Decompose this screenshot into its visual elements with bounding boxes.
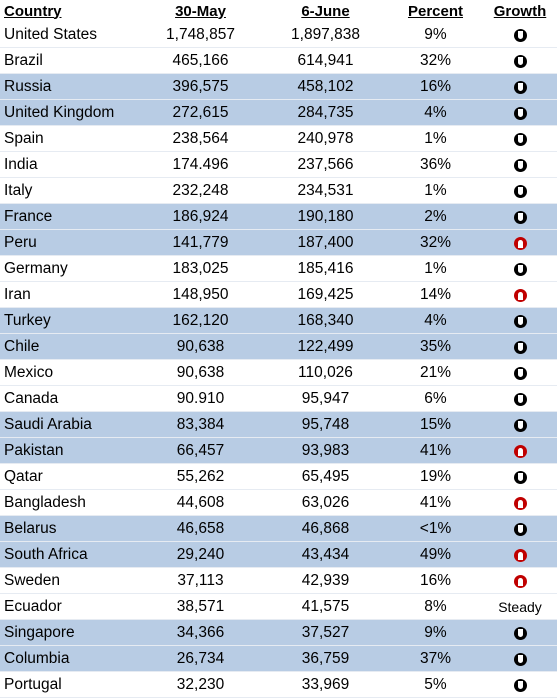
may-cases-cell: 232,248	[138, 178, 263, 204]
percent-cell: 32%	[388, 48, 483, 74]
country-cell: United Kingdom	[0, 100, 138, 126]
growth-cell	[483, 386, 557, 412]
june-cases-cell: 43,434	[263, 542, 388, 568]
growth-cell	[483, 542, 557, 568]
june-cases-cell: 36,759	[263, 646, 388, 672]
table-row	[0, 438, 557, 464]
table-row	[0, 646, 557, 672]
percent-cell: <1%	[388, 516, 483, 542]
growth-down-icon	[514, 653, 527, 666]
percent-cell: 41%	[388, 490, 483, 516]
percent-cell: 16%	[388, 74, 483, 100]
country-cell: Sweden	[0, 568, 138, 594]
percent-cell: 1%	[388, 256, 483, 282]
june-cases-cell: 614,941	[263, 48, 388, 74]
june-cases-cell: 190,180	[263, 204, 388, 230]
table-row	[0, 594, 557, 620]
growth-down-icon	[514, 185, 527, 198]
table-row	[0, 620, 557, 646]
country-cell: Peru	[0, 230, 138, 256]
growth-down-icon	[514, 367, 527, 380]
june-cases-cell: 284,735	[263, 100, 388, 126]
growth-down-icon	[514, 29, 527, 42]
growth-up-icon	[514, 575, 527, 588]
june-cases-cell: 122,499	[263, 334, 388, 360]
growth-cell	[483, 22, 557, 48]
growth-cell: Steady	[483, 594, 557, 620]
growth-up-icon	[514, 289, 527, 302]
may-cases-cell: 38,571	[138, 594, 263, 620]
growth-cell	[483, 126, 557, 152]
may-cases-cell: 46,658	[138, 516, 263, 542]
table-row	[0, 568, 557, 594]
june-cases-cell: 234,531	[263, 178, 388, 204]
percent-cell: 15%	[388, 412, 483, 438]
percent-cell: 2%	[388, 204, 483, 230]
may-cases-cell: 37,113	[138, 568, 263, 594]
percent-cell: 1%	[388, 126, 483, 152]
growth-down-icon	[514, 393, 527, 406]
table-row	[0, 334, 557, 360]
percent-cell: 37%	[388, 646, 483, 672]
growth-down-icon	[514, 55, 527, 68]
growth-cell	[483, 308, 557, 334]
country-cell: Portugal	[0, 672, 138, 698]
growth-cell	[483, 334, 557, 360]
country-cell: Mexico	[0, 360, 138, 386]
may-cases-cell: 465,166	[138, 48, 263, 74]
table-row	[0, 74, 557, 100]
may-cases-cell: 44,608	[138, 490, 263, 516]
table-row	[0, 386, 557, 412]
country-cell: Singapore	[0, 620, 138, 646]
june-cases-cell: 93,983	[263, 438, 388, 464]
may-cases-cell: 174.496	[138, 152, 263, 178]
percent-cell: 4%	[388, 100, 483, 126]
june-cases-cell: 110,026	[263, 360, 388, 386]
growth-cell	[483, 438, 557, 464]
june-cases-cell: 95,947	[263, 386, 388, 412]
country-cell: Saudi Arabia	[0, 412, 138, 438]
june-cases-cell: 240,978	[263, 126, 388, 152]
growth-down-icon	[514, 627, 527, 640]
growth-down-icon	[514, 159, 527, 172]
growth-cell	[483, 204, 557, 230]
may-cases-cell: 396,575	[138, 74, 263, 100]
table-row	[0, 308, 557, 334]
growth-cell	[483, 516, 557, 542]
growth-cell	[483, 48, 557, 74]
may-cases-cell: 55,262	[138, 464, 263, 490]
june-cases-cell: 169,425	[263, 282, 388, 308]
percent-cell: 21%	[388, 360, 483, 386]
may-cases-cell: 141,779	[138, 230, 263, 256]
may-cases-cell: 29,240	[138, 542, 263, 568]
table-row	[0, 516, 557, 542]
growth-up-icon	[514, 237, 527, 250]
header-row	[0, 0, 557, 22]
growth-down-icon	[514, 471, 527, 484]
country-cell: South Africa	[0, 542, 138, 568]
table-row	[0, 204, 557, 230]
growth-up-icon	[514, 497, 527, 510]
growth-up-icon	[514, 445, 527, 458]
may-cases-cell: 66,457	[138, 438, 263, 464]
table-row	[0, 412, 557, 438]
may-cases-cell: 26,734	[138, 646, 263, 672]
table-row	[0, 360, 557, 386]
table-row	[0, 178, 557, 204]
growth-cell	[483, 282, 557, 308]
may-cases-cell: 90,638	[138, 334, 263, 360]
table-row	[0, 152, 557, 178]
growth-down-icon	[514, 263, 527, 276]
june-cases-cell: 185,416	[263, 256, 388, 282]
country-cell: Pakistan	[0, 438, 138, 464]
country-cell: Columbia	[0, 646, 138, 672]
country-cell: Bangladesh	[0, 490, 138, 516]
may-cases-cell: 83,384	[138, 412, 263, 438]
country-cell: Chile	[0, 334, 138, 360]
table-row	[0, 282, 557, 308]
may-cases-cell: 148,950	[138, 282, 263, 308]
june-cases-cell: 1,897,838	[263, 22, 388, 48]
header-growth: Growth	[493, 2, 547, 20]
may-cases-cell: 272,615	[138, 100, 263, 126]
june-cases-cell: 237,566	[263, 152, 388, 178]
table-row	[0, 48, 557, 74]
percent-cell: 1%	[388, 178, 483, 204]
percent-cell: 8%	[388, 594, 483, 620]
growth-cell	[483, 360, 557, 386]
percent-cell: 6%	[388, 386, 483, 412]
table-body	[0, 22, 557, 698]
growth-cell	[483, 646, 557, 672]
header-june: 6-June	[301, 2, 350, 20]
percent-cell: 16%	[388, 568, 483, 594]
table-row	[0, 126, 557, 152]
june-cases-cell: 33,969	[263, 672, 388, 698]
table-row	[0, 542, 557, 568]
may-cases-cell: 1,748,857	[138, 22, 263, 48]
growth-up-icon	[514, 549, 527, 562]
may-cases-cell: 90,638	[138, 360, 263, 386]
percent-cell: 14%	[388, 282, 483, 308]
growth-down-icon	[514, 315, 527, 328]
growth-cell	[483, 100, 557, 126]
growth-cell	[483, 152, 557, 178]
growth-down-icon	[514, 419, 527, 432]
june-cases-cell: 41,575	[263, 594, 388, 620]
percent-cell: 36%	[388, 152, 483, 178]
table-row	[0, 230, 557, 256]
growth-cell	[483, 620, 557, 646]
percent-cell: 35%	[388, 334, 483, 360]
growth-cell	[483, 490, 557, 516]
country-cell: Turkey	[0, 308, 138, 334]
country-cell: United States	[0, 22, 138, 48]
country-cell: Qatar	[0, 464, 138, 490]
growth-cell	[483, 74, 557, 100]
june-cases-cell: 37,527	[263, 620, 388, 646]
table-row	[0, 256, 557, 282]
country-cell: Ecuador	[0, 594, 138, 620]
country-cell: France	[0, 204, 138, 230]
growth-cell	[483, 568, 557, 594]
may-cases-cell: 34,366	[138, 620, 263, 646]
country-cell: Iran	[0, 282, 138, 308]
header-may: 30-May	[175, 2, 226, 20]
june-cases-cell: 187,400	[263, 230, 388, 256]
growth-down-icon	[514, 679, 527, 692]
country-cell: Russia	[0, 74, 138, 100]
may-cases-cell: 186,924	[138, 204, 263, 230]
table-row	[0, 490, 557, 516]
june-cases-cell: 95,748	[263, 412, 388, 438]
country-cell: Spain	[0, 126, 138, 152]
country-cell: Italy	[0, 178, 138, 204]
table-row	[0, 22, 557, 48]
growth-cell	[483, 256, 557, 282]
growth-down-icon	[514, 107, 527, 120]
header-percent: Percent	[407, 2, 464, 20]
june-cases-cell: 46,868	[263, 516, 388, 542]
table-row	[0, 672, 557, 698]
may-cases-cell: 238,564	[138, 126, 263, 152]
growth-down-icon	[514, 81, 527, 94]
growth-cell	[483, 178, 557, 204]
growth-down-icon	[514, 341, 527, 354]
percent-cell: 19%	[388, 464, 483, 490]
may-cases-cell: 162,120	[138, 308, 263, 334]
header-country: Country	[4, 2, 62, 20]
growth-cell	[483, 464, 557, 490]
country-cell: India	[0, 152, 138, 178]
table-row	[0, 100, 557, 126]
june-cases-cell: 42,939	[263, 568, 388, 594]
growth-down-icon	[514, 133, 527, 146]
growth-cell	[483, 230, 557, 256]
percent-cell: 5%	[388, 672, 483, 698]
country-cell: Germany	[0, 256, 138, 282]
june-cases-cell: 168,340	[263, 308, 388, 334]
may-cases-cell: 32,230	[138, 672, 263, 698]
june-cases-cell: 458,102	[263, 74, 388, 100]
percent-cell: 9%	[388, 620, 483, 646]
percent-cell: 4%	[388, 308, 483, 334]
percent-cell: 9%	[388, 22, 483, 48]
june-cases-cell: 65,495	[263, 464, 388, 490]
growth-down-icon	[514, 523, 527, 536]
growth-cell	[483, 672, 557, 698]
percent-cell: 32%	[388, 230, 483, 256]
percent-cell: 49%	[388, 542, 483, 568]
may-cases-cell: 90.910	[138, 386, 263, 412]
country-cell: Brazil	[0, 48, 138, 74]
percent-cell: 41%	[388, 438, 483, 464]
table-row	[0, 464, 557, 490]
country-cell: Belarus	[0, 516, 138, 542]
growth-down-icon	[514, 211, 527, 224]
growth-cell	[483, 412, 557, 438]
may-cases-cell: 183,025	[138, 256, 263, 282]
june-cases-cell: 63,026	[263, 490, 388, 516]
country-cell: Canada	[0, 386, 138, 412]
